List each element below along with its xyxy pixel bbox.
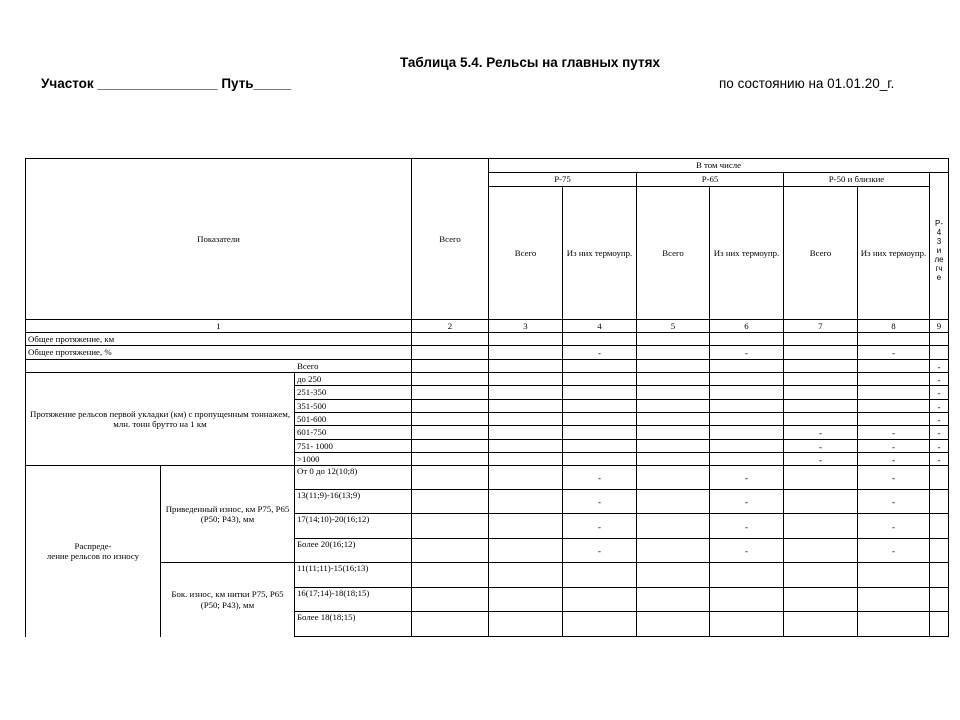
column-number-text: 4	[597, 320, 602, 331]
row-reduced-wear-group	[161, 466, 294, 562]
row-first-laying-group-text: Протяжение рельсов первой укладки (км) с пропущенным тоннажем, млн. тонн брутто на 1 км	[29, 408, 291, 429]
dash-mark	[930, 413, 948, 427]
dash-mark-text: -	[598, 348, 601, 359]
header-r65	[637, 173, 783, 186]
header-indicators	[26, 159, 411, 319]
dash-mark-text: -	[598, 546, 601, 557]
header-sub-thermo-text: Из них термоупр.	[566, 247, 633, 258]
dash-mark-text: -	[937, 441, 941, 452]
dash-mark	[930, 426, 948, 441]
dash-mark	[710, 539, 783, 564]
dash-mark	[563, 466, 636, 491]
dash-mark	[563, 514, 636, 540]
row-first-laying-range	[295, 373, 411, 385]
dash-mark-text: -	[937, 388, 941, 399]
row-reduced-wear-range	[295, 490, 411, 513]
dash-mark-text: -	[892, 441, 895, 452]
column-number-text: 8	[891, 320, 896, 331]
row-side-wear-range	[295, 563, 411, 587]
dash-mark-text: -	[937, 374, 941, 385]
header-including	[489, 158, 948, 173]
header-total-text: Всего	[439, 233, 461, 244]
dash-mark	[930, 386, 948, 401]
row-first-laying-range	[295, 453, 411, 465]
dash-mark-text: -	[598, 473, 601, 484]
dash-mark-text: -	[892, 521, 895, 532]
column-number-text: 5	[670, 320, 676, 331]
row-first-laying-range	[295, 386, 411, 399]
header-r43	[930, 182, 948, 319]
dash-mark-text: -	[745, 473, 748, 484]
row-reduced-wear-range-text: От 0 до 12(10;8)	[297, 466, 358, 476]
header-sub-thermo-text: Из них термоупр.	[860, 247, 927, 258]
header-r50	[784, 173, 929, 186]
header-sub-thermo	[563, 187, 636, 319]
column-number	[858, 320, 929, 332]
grid-line	[25, 359, 949, 360]
row-first-laying-range-text: >1000	[297, 453, 320, 464]
grid-line	[294, 636, 949, 637]
row-reduced-wear-range	[295, 466, 411, 489]
dash-mark-text: -	[937, 428, 941, 439]
dash-mark	[858, 440, 929, 454]
row-first-laying-group	[26, 373, 294, 465]
row-side-wear-range-text: Более 18(18;15)	[297, 612, 356, 622]
header-indicators-text: Показатели	[197, 233, 240, 244]
dash-mark-text: -	[745, 348, 748, 359]
column-number-text: 7	[818, 320, 823, 331]
header-r50-text: Р-50 и близкие	[828, 174, 885, 185]
dash-mark-text: -	[598, 521, 601, 532]
row-wear-group	[26, 466, 160, 636]
row-general-length-km-text: Общее протяжение, км	[28, 333, 115, 344]
table-title: Таблица 5.4. Рельсы на главных путях	[400, 55, 660, 70]
column-number-text: 2	[447, 320, 453, 331]
header-sub-total-text: Всего	[514, 247, 537, 258]
row-side-wear-range-text: 11(11;11)-15(16;13)	[297, 563, 369, 573]
row-first-laying-range-text: до 250	[297, 373, 322, 384]
dash-mark-text: -	[937, 361, 941, 372]
dash-mark	[858, 346, 929, 361]
column-number-text: 9	[936, 320, 942, 331]
dash-mark-text: -	[819, 428, 822, 439]
dash-mark-text: -	[745, 521, 748, 532]
row-side-wear-group-text: Бок. износ, км нитки Р75, Р65 (Р50; Р43), мм	[171, 589, 284, 610]
row-first-laying-range-text: 351-500	[297, 400, 327, 411]
dash-mark-text: -	[892, 497, 895, 508]
dash-mark	[858, 453, 929, 467]
dash-mark-text: -	[892, 454, 895, 465]
header-r75	[489, 173, 636, 186]
dash-mark	[710, 346, 783, 361]
dash-mark	[858, 539, 929, 564]
column-number	[412, 320, 488, 332]
dash-mark	[784, 453, 857, 467]
rails-table	[25, 158, 949, 636]
dash-mark	[784, 440, 857, 454]
header-sub-total	[489, 187, 562, 319]
row-reduced-wear-range	[295, 514, 411, 538]
dash-mark	[563, 346, 636, 361]
row-reduced-wear-range-text: 17(14;10)-20(16;12)	[297, 514, 370, 524]
dash-mark-text: -	[745, 497, 748, 508]
column-number	[489, 320, 562, 332]
row-general-length-km	[26, 333, 411, 345]
dash-mark-text: -	[598, 497, 601, 508]
column-number	[930, 320, 948, 332]
row-side-wear-range	[295, 588, 411, 611]
row-general-length-pct-text: Общее протяжение, %	[28, 347, 112, 358]
header-r75-text: Р-75	[554, 174, 571, 185]
row-first-laying-range	[295, 440, 411, 452]
dash-mark	[858, 514, 929, 540]
dash-mark-text: -	[937, 454, 941, 465]
dash-mark-text: -	[745, 546, 748, 557]
dash-mark-text: -	[892, 473, 895, 484]
dash-mark-text: -	[937, 414, 941, 425]
row-side-wear-range-text: 16(17;14)-18(18;15)	[297, 588, 370, 598]
as-of-date-label: по состоянию на 01.01.20_г.	[719, 76, 895, 91]
dash-mark	[710, 490, 783, 515]
row-first-laying-range	[295, 413, 411, 425]
column-number	[563, 320, 636, 332]
row-first-laying-range	[295, 426, 411, 439]
row-first-laying-range-text: 251-350	[297, 387, 327, 398]
row-first-laying-range-text: 601-750	[297, 427, 327, 438]
dash-mark-text: -	[892, 348, 895, 359]
column-number	[784, 320, 857, 332]
dash-mark	[784, 426, 857, 441]
section-path-label: Участок ________________ Путь_____	[41, 76, 292, 91]
header-sub-total-text: Всего	[662, 247, 684, 258]
dash-mark	[930, 453, 948, 467]
row-first-laying-range-text: 751- 1000	[297, 440, 333, 451]
header-sub-total	[637, 187, 709, 319]
row-wear-group-text: Распреде- ление рельсов по износу	[46, 540, 140, 561]
dash-mark	[930, 360, 948, 374]
dash-mark	[563, 539, 636, 564]
dash-mark	[858, 426, 929, 441]
column-number-text: 1	[216, 320, 221, 331]
row-reduced-wear-range-text: 13(11;9)-16(13;9)	[297, 490, 361, 500]
dash-mark-text: -	[937, 401, 941, 412]
column-number	[26, 320, 411, 332]
dash-mark-text: -	[819, 454, 822, 465]
row-first-laying-range	[295, 360, 411, 372]
header-r43-text: Р- 4 3 и ле гч е	[934, 219, 944, 282]
column-number	[710, 320, 783, 332]
row-general-length-pct	[26, 346, 411, 359]
row-side-wear-group	[161, 563, 294, 636]
dash-mark	[930, 373, 948, 387]
row-first-laying-range-text: 501-600	[297, 413, 327, 424]
dash-mark-text: -	[892, 428, 895, 439]
dash-mark-text: -	[819, 441, 822, 452]
row-reduced-wear-range	[295, 539, 411, 562]
dash-mark	[930, 440, 948, 454]
header-sub-thermo-text: Из них термоупр.	[713, 247, 780, 258]
column-number	[637, 320, 709, 332]
dash-mark	[858, 490, 929, 515]
dash-mark	[710, 466, 783, 491]
dash-mark-text: -	[892, 546, 895, 557]
header-total	[412, 159, 488, 319]
header-sub-total	[784, 187, 857, 319]
row-reduced-wear-range-text: Более 20(16;12)	[297, 539, 356, 549]
column-number-text: 6	[744, 320, 749, 331]
row-reduced-wear-group-text: Приведенный износ, км Р75, Р65 (Р50; Р43), мм	[165, 503, 290, 524]
header-sub-thermo	[858, 187, 929, 319]
dash-mark	[930, 400, 948, 414]
header-including-text: В том числе	[695, 160, 742, 171]
header-sub-total-text: Всего	[809, 247, 832, 258]
grid-line	[948, 158, 949, 637]
row-first-laying-range-text: Всего	[297, 360, 319, 371]
header-sub-thermo	[710, 187, 783, 319]
dash-mark	[563, 490, 636, 515]
row-first-laying-range	[295, 400, 411, 412]
dash-mark	[710, 514, 783, 540]
dash-mark	[858, 466, 929, 491]
row-side-wear-range	[295, 612, 411, 636]
column-number-text: 3	[523, 320, 528, 331]
header-r65-text: Р-65	[701, 174, 719, 185]
